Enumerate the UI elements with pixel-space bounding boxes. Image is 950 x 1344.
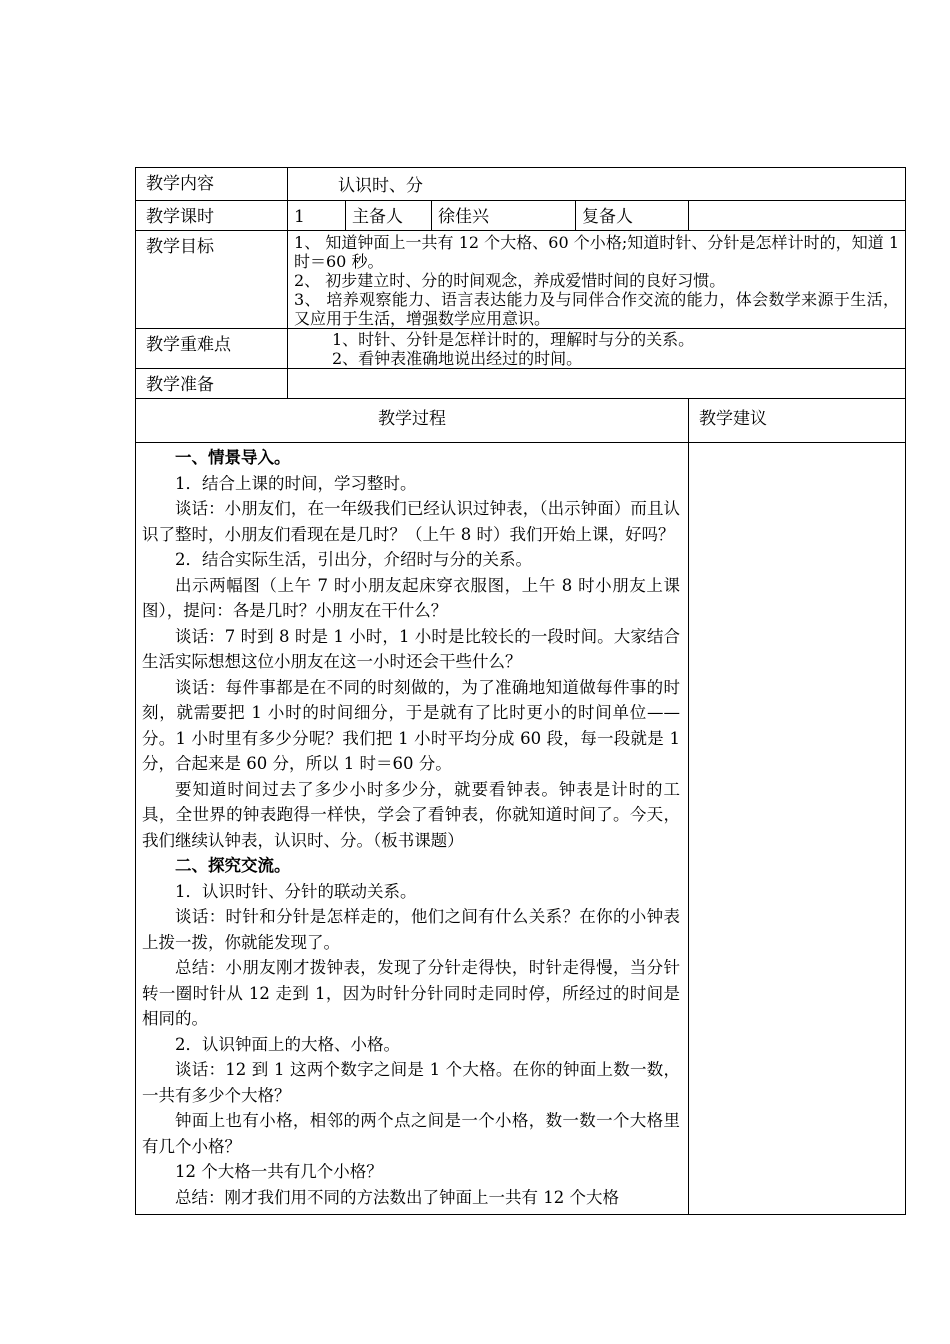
goal-item: 3、 培养观察能力、语言表达能力及与同伴合作交流的能力，体会数学来源于生活，又应用于生活，增强数学应用意识。 — [294, 290, 900, 328]
row-period — [136, 201, 906, 231]
value-vice-preparer — [689, 201, 906, 231]
value-content: 认识时、分 — [288, 168, 906, 201]
paragraph: 出示两幅图（上午 7 时小朋友起床穿衣服图，上午 8 时小朋友上课图），提问：各是几时？小朋友在干什么？ — [142, 575, 680, 620]
paragraph: 12 个大格一共有几个小格？ — [175, 1162, 383, 1181]
label-vice-preparer: 复备人 — [576, 201, 689, 231]
paragraph: 谈话：12 到 1 这两个数字之间是 1 个大格。在你的钟面上数一数，一共有多少个大格？ — [142, 1060, 680, 1105]
paragraph: 总结：小朋友刚才拨钟表，发现了分针走得快，时针走得慢，当分针转一圈时针从 12 走到 1，因为时针分针同时走同时停，所经过的时间是相同的。 — [142, 958, 680, 1028]
paragraph: 要知道时间过去了多少小时多少分，就要看钟表。钟表是计时的工具，全世界的钟表跑得一样快，学会了看钟表，你就知道时间了。今天，我们继续认钟表，认识时、分。（板书课题） — [142, 779, 680, 850]
paragraph: 谈话：小朋友们，在一年级我们已经认识过钟表，（出示钟面）而且认识了整时，小朋友们看现在是几时？（上午 8 时）我们开始上课，好吗？ — [142, 499, 680, 544]
value-goal — [288, 231, 906, 329]
label-preparation: 教学准备 — [136, 369, 288, 399]
key-point-item: 2、看钟表准确地说出经过的时间。 — [332, 349, 583, 368]
advice-header: 教学建议 — [689, 399, 906, 443]
paragraph: 2．认识钟面上的大格、小格。 — [175, 1034, 400, 1054]
advice-body — [689, 443, 906, 1215]
paragraph: 1．认识时针、分针的联动关系。 — [175, 881, 417, 901]
label-period: 教学课时 — [136, 201, 288, 231]
paragraph: 谈话：7 时到 8 时是 1 小时，1 小时是比较长的一段时间。大家结合生活实际想想这位小朋友在这一小时还会干些什么？ — [142, 626, 680, 671]
process-body — [136, 443, 689, 1215]
row-preparation — [136, 369, 906, 399]
label-main-preparer: 主备人 — [346, 201, 432, 231]
section-heading: 一、情景导入。 — [175, 448, 291, 467]
label-content: 教学内容 — [136, 168, 288, 201]
key-point-item: 1、时针、分针是怎样计时的，理解时与分的关系。 — [332, 330, 695, 349]
label-goal: 教学目标 — [136, 231, 288, 329]
row-content — [136, 168, 906, 201]
goal-item: 1、 知道钟面上一共有 12 个大格、60 个小格;知道时针、分针是怎样计时的，知道 1 时＝60 秒。 — [294, 233, 900, 271]
paragraph: 1．结合上课的时间，学习整时。 — [175, 473, 417, 493]
value-period: 1 — [288, 201, 346, 231]
value-main-preparer: 徐佳兴 — [432, 201, 576, 231]
paragraph: 谈话：每件事都是在不同的时刻做的，为了准确地知道做每件事的时刻，就需要把 1 小时的时间细分，于是就有了比时更小的时间单位——分。1 小时里有多少分呢？我们把 1 小时平均分成 60 段，每一段就是 1 分，合起来是 60 分，所以 1 时＝60 分。 — [142, 677, 680, 773]
lesson-plan-table — [135, 167, 906, 1215]
section-heading: 二、探究交流。 — [175, 856, 291, 875]
paragraph: 钟面上也有小格，相邻的两个点之间是一个小格，数一数一个大格里有几个小格？ — [142, 1111, 680, 1156]
process-header: 教学过程 — [136, 399, 689, 443]
row-process-header — [136, 399, 906, 443]
paragraph: 总结：刚才我们用不同的方法数出了钟面上一共有 12 个大格 — [175, 1187, 619, 1207]
value-key-points — [288, 329, 906, 369]
row-process-body — [136, 443, 906, 1215]
row-key-points — [136, 329, 906, 369]
value-preparation — [288, 369, 906, 399]
paragraph: 2．结合实际生活，引出分，介绍时与分的关系。 — [175, 550, 532, 569]
paragraph: 谈话：时针和分针是怎样走的，他们之间有什么关系？在你的小钟表上拨一拨，你就能发现了。 — [142, 907, 680, 952]
row-goal — [136, 231, 906, 329]
label-key-points: 教学重难点 — [136, 329, 288, 369]
goal-item: 2、 初步建立时、分的时间观念，养成爱惜时间的良好习惯。 — [294, 271, 726, 290]
